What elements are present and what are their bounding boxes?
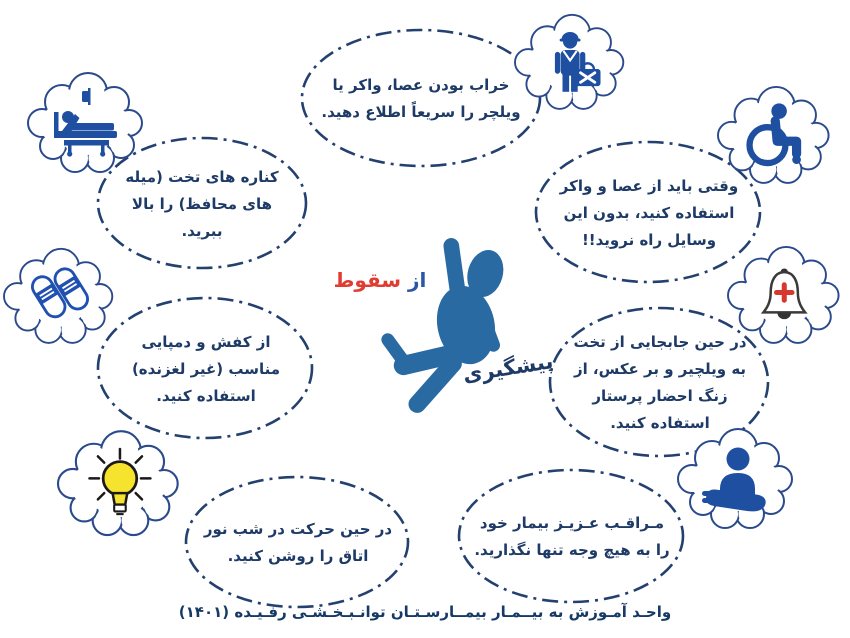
title-word-az: از bbox=[407, 268, 427, 292]
bubble-text-bottom-right: مـراقـب عـزیـز بیمار خود را به هیچ وجه تنها نگذارید. bbox=[474, 513, 670, 559]
bubble-text-left-middle: از کفش و دمپایی مناسب (غیر لغزنده) استفاده کنید. bbox=[131, 332, 281, 405]
title-word-soghut: سقوط bbox=[333, 268, 402, 292]
cloud-lightbulb bbox=[58, 431, 178, 535]
title-az-soghut bbox=[330, 268, 430, 292]
bubble-text-bottom-left: در حین حرکت در شب نور اتاق را روشن کنید. bbox=[203, 519, 393, 565]
bubble-text-right-middle: در حین جابجایی از تخت به ویلچیر و بر عکس، از زنگ احضار پرستار استفاده کنید. bbox=[573, 333, 747, 432]
bubble-text-top-center: خراب بودن عصا، واکر یا ویلچر را سریعاً اطلاع دهید. bbox=[321, 76, 521, 121]
title-pishgiri: پیشگیری bbox=[461, 349, 555, 387]
bubble-text-top-left: کناره های تخت (میله های محافظ) را بالا ببرید. bbox=[125, 167, 279, 240]
footer-credit: واحـد آمـوزش به بیــمـار بیمــارسـتـان توانـبـخـشـی رفـیـده (۱۴۰۱) bbox=[178, 603, 672, 621]
bubble-text-right-upper: وقتی باید از عصا و واکر استفاده کنید، بدون این وسایل راه نروید!! bbox=[559, 176, 739, 249]
cloud-slippers bbox=[4, 249, 112, 343]
